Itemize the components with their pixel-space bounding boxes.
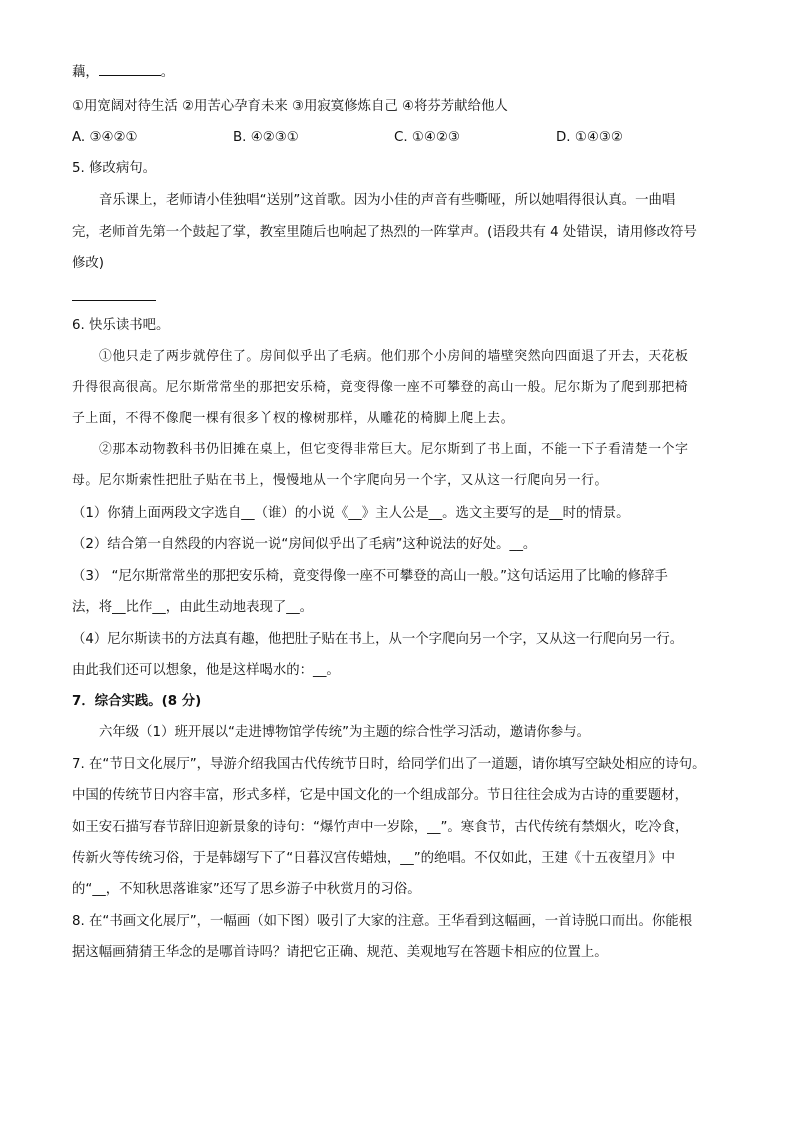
q4-choices: ①用宽阔对待生活 ②用苦心孕育未来 ③用寂寞修炼自己 ④将芬芳献给他人 xyxy=(72,99,508,114)
q7-intro: 六年级（1）班开展以“走进博物馆学传统”为主题的综合性学习活动，邀请你参与。 xyxy=(99,725,591,740)
q6-title: 6. 快乐读书吧。 xyxy=(72,318,170,333)
option-c[interactable]: C. ①④②③ xyxy=(394,130,460,145)
option-d[interactable]: D. ①④③② xyxy=(556,130,623,145)
q6-question: （2）结合第一自然段的内容说一说“房间似乎出了毛病”这种说法的好处。__。 xyxy=(72,537,537,552)
option-b[interactable]: B. ④②③① xyxy=(233,130,299,145)
passage-line: ①他只走了两步就停住了。房间似乎出了毛病。他们那个小房间的墙壁突然向四面退了开去，天花板 xyxy=(99,349,689,364)
q5-answer-line[interactable] xyxy=(72,300,156,301)
option-a[interactable]: A. ③④②① xyxy=(72,130,138,145)
q7-title: 7．综合实践。(8 分) xyxy=(72,694,202,709)
q7-line: 7. 在“节日文化展厅”，导游介绍我国古代传统节日时，给同学们出了一道题，请你填写空缺处相应的诗句。 xyxy=(72,757,706,772)
q8-line: 据这幅画猜猜王华念的是哪首诗吗？请把它正确、规范、美观地写在答题卡相应的位置上。 xyxy=(72,945,608,960)
q6-question: （4）尼尔斯读书的方法真有趣，他把肚子贴在书上，从一个字爬向另一个字，又从这一行爬向另一行。 xyxy=(72,632,684,647)
q7-line: 中国的传统节日内容丰富，形式多样，它是中国文化的一个组成部分。节日往往会成为古诗的重要题材， xyxy=(72,788,688,803)
q7-line: 如王安石描写春节辞旧迎新景象的诗句：“爆竹声中一岁除，__”。寒食节，古代传统有禁烟火，吃冷食， xyxy=(72,820,689,835)
q7-line: 的“__，不知秋思落谁家”还写了思乡游子中秋赏月的习俗。 xyxy=(72,882,421,897)
passage-line: 母。尼尔斯索性把肚子贴在书上，慢慢地从一个字爬向另一个字，又从这一行爬向另一行。 xyxy=(72,473,608,488)
answer-blank[interactable] xyxy=(99,64,161,76)
q4-tail xyxy=(72,64,174,79)
q6-question: （3） “尼尔斯常常坐的那把安乐椅，竟变得像一座不可攀登的高山一般。”这句话运用了比喻的修辞手 xyxy=(72,569,668,584)
q7-line: 传新火等传统习俗，于是韩翃写下了“日暮汉宫传蜡烛，__”的绝唱。不仅如此，王建《十五夜望月》中 xyxy=(72,851,676,866)
q5-line: 完，老师首先第一个鼓起了掌，教室里随后也响起了热烈的一阵掌声。(语段共有 4 处错误，请用修改符号 xyxy=(72,225,697,240)
q5-line: 修改) xyxy=(72,256,105,271)
q6-question: （1）你猜上面两段文字选自__（谁）的小说《__》主人公是__。选文主要写的是__时的情景。 xyxy=(72,506,630,521)
passage-line: ②那本动物教科书仍旧摊在桌上，但它变得非常巨大。尼尔斯到了书上面，不能一下子看清楚一个字 xyxy=(99,442,689,457)
q8-line: 8. 在“书画文化展厅”，一幅画（如下图）吸引了大家的注意。王华看到这幅画，一首诗脱口而出。你能根 xyxy=(72,914,693,929)
q4-tail-prefix: 藕， xyxy=(72,65,99,80)
q4-tail-suffix: 。 xyxy=(160,65,175,80)
q6-question: 法，将__比作__，由此生动地表现了__。 xyxy=(72,600,314,615)
q6-question: 由此我们还可以想象，他是这样喝水的：__。 xyxy=(72,663,340,678)
q5-title: 5. 修改病句。 xyxy=(72,161,156,176)
passage-line: 升得很高很高。尼尔斯常常坐的那把安乐椅，竟变得像一座不可攀登的高山一般。尼尔斯为了爬到那把椅 xyxy=(72,380,689,395)
q5-line: 音乐课上，老师请小佳独唱“送别”这首歌。因为小佳的声音有些嘶哑，所以她唱得很认真。一曲唱 xyxy=(99,193,676,208)
passage-line: 子上面，不得不像爬一棵有很多丫杈的橡树那样，从雕花的椅脚上爬上去。 xyxy=(72,411,515,426)
